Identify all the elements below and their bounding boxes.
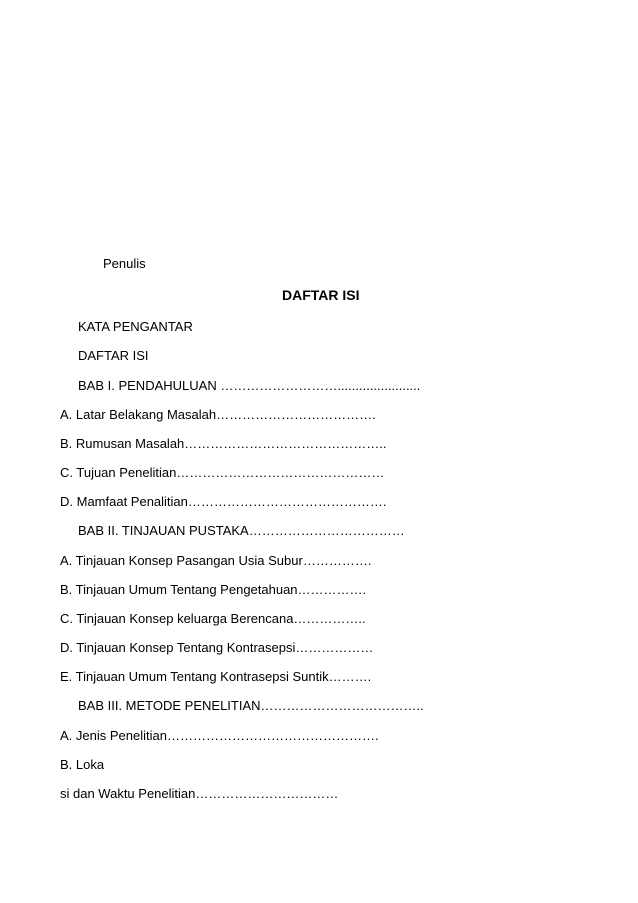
toc-entry-lokasi-waktu: B. Loka bbox=[60, 757, 105, 772]
toc-entry-tujuan-penelitian: C. Tujuan Penelitian………………………………………… bbox=[60, 465, 385, 480]
toc-entry-bab-1: BAB I. PENDAHULUAN ………………………....................... bbox=[78, 378, 421, 393]
toc-entry-tinjauan-kontrasepsi-suntik: E. Tinjauan Umum Tentang Kontrasepsi Suntik………. bbox=[60, 669, 372, 684]
toc-entry-tinjauan-kb: C. Tinjauan Konsep keluarga Berencana…………….. bbox=[60, 611, 366, 626]
page-title: DAFTAR ISI bbox=[282, 287, 360, 303]
toc-entry-tinjauan-pengetahuan: B. Tinjauan Umum Tentang Pengetahuan……………. bbox=[60, 582, 367, 597]
toc-entry-daftar-isi: DAFTAR ISI bbox=[78, 348, 149, 363]
toc-entry-manfaat-penelitian: D. Mamfaat Penalitian………………………………………. bbox=[60, 494, 387, 509]
toc-entry-kata-pengantar: KATA PENGANTAR bbox=[78, 319, 193, 334]
toc-entry-tinjauan-kontrasepsi: D. Tinjauan Konsep Tentang Kontrasepsi……………… bbox=[60, 640, 374, 655]
toc-entry-bab-2: BAB II. TINJAUAN PUSTAKA……………………………… bbox=[78, 523, 405, 538]
toc-entry-lokasi-waktu-continued: si dan Waktu Penelitian…………………………… bbox=[60, 786, 339, 801]
toc-entry-jenis-penelitian: A. Jenis Penelitian…………………………………………. bbox=[60, 728, 379, 743]
toc-entry-bab-3: BAB III. METODE PENELITIAN……………………………….. bbox=[78, 698, 424, 713]
author-label: Penulis bbox=[103, 256, 146, 271]
toc-entry-tinjauan-pus: A. Tinjauan Konsep Pasangan Usia Subur……………. bbox=[60, 553, 372, 568]
toc-entry-latar-belakang: A. Latar Belakang Masalah………………………………. bbox=[60, 407, 376, 422]
toc-entry-rumusan-masalah: B. Rumusan Masalah……………………………………….. bbox=[60, 436, 387, 451]
